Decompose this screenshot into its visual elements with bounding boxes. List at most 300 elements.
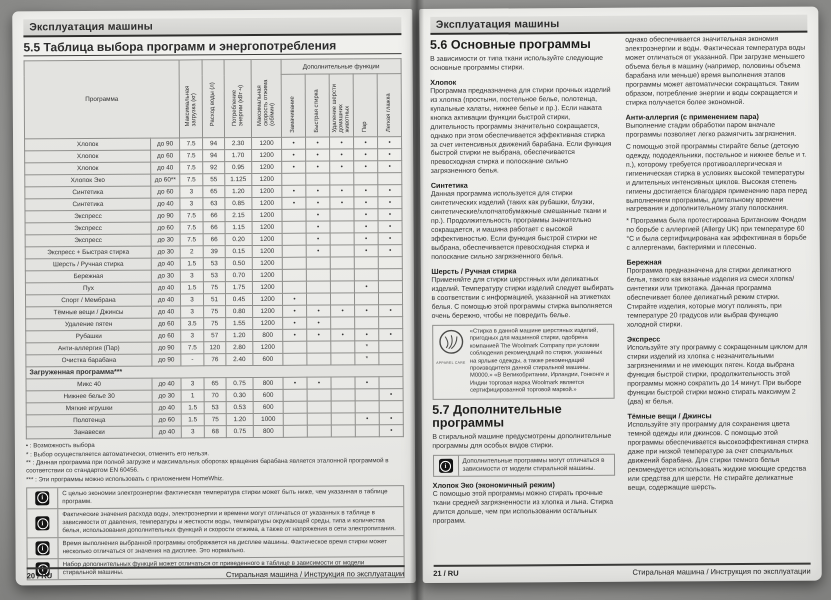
paragraph: Программа предназначена для стирки деликатного белья, такого как вязаные изделия из смеси хлопка/синтетики или трикотажа. Данная программа обеспечивает более деликатный режим стирки. Стирайте изделия, которые могут полинять, при температуре 20 градусов или выбрав функцию холодной стирки. bbox=[626, 267, 795, 329]
function-header-label: Пар bbox=[362, 121, 369, 133]
paragraph: однако обеспечивается значительная экономия электроэнергии и воды. Фактическая температура воды может отличаться от указанной. При загрузке меньшего объема белья в машину (например, половины объема барабана или меньше) время выполнения этапов программы может автоматически сокращаться. Таким образом, потребление энергии и воды сокращается и стирка получается более экономной. bbox=[625, 35, 806, 107]
footnote-line: ** : Данная программа при полной загрузке и максимальных оборотах вращения барабана является эталонной программой в соответствии со стандартом EN 60456. bbox=[25, 457, 389, 475]
value-cell: 1.55 bbox=[226, 318, 253, 330]
info-icon-cell bbox=[27, 538, 58, 558]
function-mark-cell bbox=[307, 353, 331, 365]
program-name-cell: Хлопок bbox=[25, 150, 151, 163]
function-mark-cell: • bbox=[283, 305, 307, 317]
value-cell: 0.45 bbox=[225, 294, 252, 306]
paragraph: Используйте эту программу с сокращенным циклом для стирки изделий из хлопка с незначительными загрязнениями и не имеющих пятен. Когда выбрана функция быстрой стирки, продолжительность этой программы можно сократить до 14 минут. При выборе функции быстрой стирки можно стирать максимум 2 (два) кг белья. bbox=[627, 343, 808, 406]
function-mark-cell: • bbox=[330, 161, 354, 173]
footer-title: Стиральная машина / Инструкция по эксплуатации bbox=[225, 569, 405, 580]
function-mark-cell: • bbox=[330, 149, 354, 161]
program-name-cell: Полотенца bbox=[26, 414, 152, 427]
value-cell: 68 bbox=[204, 426, 226, 438]
temperature-cell: до 90 bbox=[152, 342, 181, 354]
function-mark-cell bbox=[330, 281, 354, 293]
program-table bbox=[24, 58, 404, 439]
program-heading: Хлопок Эко (экономичный режим) bbox=[432, 480, 555, 491]
info-icon-cell bbox=[27, 509, 58, 537]
value-cell: 1000 bbox=[253, 413, 283, 425]
function-mark-cell bbox=[330, 257, 354, 269]
function-mark-cell: * bbox=[355, 353, 379, 365]
info-note bbox=[432, 454, 614, 477]
function-mark-cell: • bbox=[307, 317, 331, 329]
function-mark-cell: • bbox=[354, 149, 378, 161]
woolmark-certification-box bbox=[432, 324, 615, 400]
temperature-cell: до 30 bbox=[151, 246, 180, 258]
value-cell: 1.5 bbox=[181, 402, 204, 414]
function-mark-cell bbox=[283, 401, 307, 413]
program-name-cell: Нижнее белье 30 bbox=[26, 390, 152, 403]
function-mark-cell: • bbox=[379, 389, 403, 401]
function-column-header bbox=[305, 74, 329, 137]
info-note bbox=[27, 486, 403, 508]
manual-page-right bbox=[419, 7, 822, 583]
program-name-cell: Синтетика bbox=[25, 198, 151, 211]
value-cell: 53 bbox=[204, 402, 226, 414]
function-mark-cell bbox=[282, 173, 306, 185]
function-mark-cell: • bbox=[354, 185, 378, 197]
function-mark-cell bbox=[354, 269, 378, 281]
function-mark-cell bbox=[306, 293, 330, 305]
program-heading: Синтетика bbox=[430, 181, 468, 191]
program-name-cell: Бережная bbox=[25, 270, 151, 283]
function-mark-cell: • bbox=[307, 377, 331, 389]
note-text: Дополнительные программы могут отличаться в зависимости от модели стиральной машины. bbox=[462, 456, 605, 473]
value-cell: 600 bbox=[253, 353, 283, 365]
temperature-cell: до 40 bbox=[151, 282, 180, 294]
value-cell: 800 bbox=[253, 329, 283, 341]
value-cell: 66 bbox=[203, 210, 225, 222]
column-header bbox=[179, 60, 202, 138]
value-cell: 57 bbox=[204, 330, 226, 342]
function-mark-cell bbox=[283, 389, 307, 401]
temperature-cell: до 30 bbox=[152, 390, 181, 402]
section-title: 5.7 Дополнительные программы bbox=[432, 401, 562, 431]
column-header bbox=[224, 60, 251, 138]
manual-open-book bbox=[12, 7, 821, 586]
paragraph: В стиральной машине предусмотрены дополнительные программы для особых видов стирки. bbox=[432, 432, 612, 451]
woolmark-logo bbox=[436, 329, 466, 396]
info-note bbox=[27, 506, 403, 537]
manual-page-left bbox=[12, 9, 415, 585]
value-cell: 1.125 bbox=[225, 174, 252, 186]
function-mark-cell bbox=[330, 173, 354, 185]
value-cell: 66 bbox=[203, 222, 225, 234]
function-mark-cell: • bbox=[306, 197, 330, 209]
value-cell: 3 bbox=[181, 306, 204, 318]
page-footer bbox=[433, 563, 811, 578]
info-icon bbox=[35, 541, 49, 555]
column-header bbox=[202, 60, 224, 138]
function-mark-cell bbox=[354, 173, 378, 185]
page-number: 21 / RU bbox=[433, 568, 459, 578]
function-header-label: Замачивание bbox=[290, 96, 297, 133]
temperature-cell: до 40 bbox=[151, 162, 180, 174]
program-heading: Бережная bbox=[626, 257, 662, 268]
program-heading: Экспресс bbox=[626, 334, 661, 344]
footnote-line: *** : Эти программы можно использовать с приложением HomeWhiz. bbox=[26, 474, 224, 484]
function-mark-cell: • bbox=[378, 185, 402, 197]
value-cell: 92 bbox=[203, 162, 225, 174]
value-cell: 3 bbox=[181, 378, 204, 390]
value-cell: 1200 bbox=[253, 341, 283, 353]
value-cell: 1200 bbox=[252, 293, 282, 305]
function-mark-cell: • bbox=[306, 149, 330, 161]
temperature-cell: до 40 bbox=[152, 402, 181, 414]
footnote-line: * : Выбор осуществляется автоматически, отменить его нельзя. bbox=[25, 449, 210, 458]
value-cell: 75 bbox=[204, 318, 226, 330]
value-cell: 76 bbox=[204, 354, 226, 366]
text-columns bbox=[430, 36, 811, 531]
value-cell: 120 bbox=[204, 342, 226, 354]
function-mark-cell: • bbox=[307, 329, 331, 341]
program-name-cell: Хлопок Эко bbox=[25, 174, 151, 187]
function-mark-cell bbox=[378, 173, 402, 185]
value-cell: 0.85 bbox=[225, 198, 252, 210]
temperature-cell: до 90 bbox=[152, 354, 181, 366]
value-cell: 1200 bbox=[252, 185, 282, 197]
function-mark-cell bbox=[330, 233, 354, 245]
table-row bbox=[26, 425, 403, 439]
function-mark-cell bbox=[306, 269, 330, 281]
note-text: Фактические значения расхода воды, электроэнергии и времени могут отличаться от указанных в таблице в зависимости от давления, температуры и жесткости воды, температуры окружающей среды, типа и количества белья, использования дополнительных функций и скорости отжима, а также от напряжения в сети электропитания. bbox=[62, 509, 396, 535]
program-name-cell: Очистка барабана bbox=[26, 354, 152, 367]
value-cell: 0.50 bbox=[225, 258, 252, 270]
function-mark-cell: • bbox=[306, 233, 330, 245]
value-cell: 3 bbox=[180, 270, 203, 282]
value-cell: 1.75 bbox=[225, 282, 252, 294]
chapter-header: Эксплуатация машины bbox=[430, 15, 808, 35]
temperature-cell: до 60 bbox=[151, 222, 180, 234]
function-mark-cell: • bbox=[330, 185, 354, 197]
info-icon bbox=[438, 459, 452, 473]
program-name-cell: Тёмные вещи / Джинсы bbox=[26, 306, 152, 319]
function-mark-cell bbox=[283, 425, 307, 437]
note-text: Набор дополнительных функций может отличаться от приведенного в таблице в зависимости от модели стиральной машины. bbox=[62, 559, 365, 577]
info-icon-glyph: i bbox=[37, 518, 48, 529]
info-note bbox=[27, 535, 403, 558]
program-table-header bbox=[24, 59, 401, 139]
value-cell: 7.5 bbox=[180, 234, 203, 246]
info-icon-glyph: i bbox=[37, 564, 48, 575]
function-mark-cell: • bbox=[378, 149, 402, 161]
value-cell: 7.5 bbox=[181, 342, 204, 354]
function-mark-cell: • bbox=[282, 137, 306, 149]
function-mark-cell: • bbox=[379, 413, 403, 425]
function-mark-cell bbox=[282, 233, 306, 245]
function-column-header bbox=[281, 74, 305, 137]
info-icon-cell bbox=[433, 456, 458, 476]
function-mark-cell bbox=[355, 317, 379, 329]
page-title: 5.5 Таблица выбора программ и энергопотребления bbox=[23, 38, 401, 56]
column-header-extra-functions: Дополнительные функции bbox=[281, 59, 401, 75]
value-cell: 51 bbox=[203, 294, 225, 306]
function-mark-cell bbox=[283, 353, 307, 365]
column-header-label: Максимальная загрузка (кг) bbox=[184, 85, 197, 126]
value-cell: 53 bbox=[203, 258, 225, 270]
temperature-cell: до 40 bbox=[152, 306, 181, 318]
program-name-cell: Рубашки bbox=[26, 330, 152, 343]
function-mark-cell bbox=[354, 257, 378, 269]
function-mark-cell: • bbox=[354, 245, 378, 257]
program-name-cell: Хлопок bbox=[25, 162, 151, 175]
value-cell: 0.15 bbox=[225, 246, 252, 258]
value-cell: 800 bbox=[253, 425, 283, 437]
function-mark-cell: * bbox=[355, 341, 379, 353]
function-header-label: Легкая глажка bbox=[386, 93, 393, 133]
function-mark-cell bbox=[355, 425, 379, 437]
function-mark-cell bbox=[282, 209, 306, 221]
function-column-header bbox=[353, 74, 377, 137]
value-cell: 600 bbox=[253, 389, 283, 401]
value-cell: 0.20 bbox=[225, 234, 252, 246]
woolmark-text: «Стирка в данной машине шерстяных изделий, пригодных для машинной стирки, одобрена компанией The Woolmark Company при условии соблюдения рекомендаций по стирке, указанных на ярлыке одежды, а также рекомендаций производителя данной стиральной машины. M0000.» «В Великобритании, Ирландии, Гонконге и Индии торговая марка Woolmark является сертифицированной торговой маркой.» bbox=[469, 327, 610, 394]
program-heading: Хлопок bbox=[430, 77, 457, 87]
function-mark-cell: • bbox=[378, 161, 402, 173]
function-mark-cell: • bbox=[282, 293, 306, 305]
function-mark-cell: • bbox=[379, 329, 403, 341]
value-cell: 3 bbox=[180, 294, 203, 306]
value-cell: 1.20 bbox=[226, 330, 253, 342]
function-mark-cell: • bbox=[331, 329, 355, 341]
value-cell: 75 bbox=[203, 282, 225, 294]
temperature-cell: до 40 bbox=[151, 198, 180, 210]
function-mark-cell bbox=[378, 281, 402, 293]
value-cell: 1.20 bbox=[225, 186, 252, 198]
temperature-cell: до 40 bbox=[152, 426, 181, 438]
value-cell: 65 bbox=[203, 186, 225, 198]
program-name-cell: Анти-аллергия (Пар) bbox=[26, 342, 152, 355]
value-cell: 0.70 bbox=[225, 270, 252, 282]
program-name-cell: Экспресс bbox=[25, 210, 151, 223]
function-mark-cell bbox=[330, 293, 354, 305]
function-mark-cell bbox=[331, 317, 355, 329]
value-cell: 1200 bbox=[252, 173, 282, 185]
value-cell: 1200 bbox=[252, 245, 282, 257]
value-cell: 39 bbox=[203, 246, 225, 258]
paragraph: * Программа была протестирована Британским Фондом по борьбе с аллергией (Allergy UK) при температуре 60 °C и была сертифицирована как эффективная в борьбе с аллергенами, бактериями и плесенью. bbox=[626, 217, 807, 253]
program-name-cell: Спорт / Мембрана bbox=[25, 294, 151, 307]
function-mark-cell: • bbox=[378, 137, 402, 149]
value-cell: 3 bbox=[180, 198, 203, 210]
function-mark-cell: • bbox=[283, 317, 307, 329]
function-mark-cell: • bbox=[307, 305, 331, 317]
value-cell: 53 bbox=[203, 270, 225, 282]
function-mark-cell: • bbox=[378, 209, 402, 221]
function-mark-cell: • bbox=[355, 377, 379, 389]
value-cell: 1200 bbox=[253, 317, 283, 329]
function-mark-cell bbox=[379, 341, 403, 353]
paragraph: Программа предназначена для стирки прочных изделий из хлопка (простыни, постельное белье, полотенца, купальные халаты, нижнее белье и пр.). Если нажата кнопка активации функции быстрой стирки, длительность программы значительно сокращается, однако при этом обеспечивается эффективная стирка за счет интенсивных движений барабана. Если функция быстрой стирки не выбрана, обеспечивается превосходная стирка и полоскание сильно загрязненного белья. bbox=[430, 86, 612, 176]
section-title: 5.6 Основные программы bbox=[429, 36, 591, 52]
function-mark-cell bbox=[282, 281, 306, 293]
value-cell: 0.75 bbox=[226, 378, 253, 390]
value-cell: 55 bbox=[203, 174, 225, 186]
value-cell: 1200 bbox=[252, 221, 282, 233]
paragraph: Выполнение стадии обработки паром вначале программы позволяет легко размягчить загрязнения. bbox=[625, 121, 797, 139]
value-cell: - bbox=[181, 354, 204, 366]
value-cell: 0.95 bbox=[225, 162, 252, 174]
value-cell: 3 bbox=[180, 186, 203, 198]
value-cell: 7.5 bbox=[180, 162, 203, 174]
function-mark-cell bbox=[331, 425, 355, 437]
function-mark-cell bbox=[306, 173, 330, 185]
function-mark-cell: • bbox=[306, 185, 330, 197]
paragraph: С помощью этой программы стирайте белье (детскую одежду, пододеяльники, постельное и нижнее белье и т. п.), которому требуется противоаллергическая и гигиеническая стирка в условиях высокой температуры и длительных интенсивных циклов. Высокая степень гигиены достигается благодаря применению пара перед выполнением программы, длительному времени нагревания и дополнительному этапу полоскания. bbox=[625, 142, 808, 214]
value-cell: 7.5 bbox=[180, 222, 203, 234]
value-cell: 2.40 bbox=[226, 354, 253, 366]
function-mark-cell bbox=[331, 341, 355, 353]
temperature-cell: до 60 bbox=[151, 186, 180, 198]
function-mark-cell bbox=[307, 413, 331, 425]
value-cell: 94 bbox=[203, 150, 225, 162]
value-cell: 0.30 bbox=[226, 390, 253, 402]
value-cell: 1.70 bbox=[225, 150, 252, 162]
value-cell: 75 bbox=[204, 306, 226, 318]
function-mark-cell bbox=[282, 269, 306, 281]
function-column-header bbox=[329, 74, 353, 137]
program-name-cell: Микс 40 bbox=[26, 378, 152, 391]
function-mark-cell: • bbox=[330, 137, 354, 149]
function-mark-cell: • bbox=[306, 161, 330, 173]
function-mark-cell: • bbox=[355, 305, 379, 317]
program-name-cell: Занавески bbox=[26, 426, 152, 439]
value-cell: 3 bbox=[181, 426, 204, 438]
value-cell: 7.5 bbox=[180, 150, 203, 162]
footer-title: Стиральная машина / Инструкция по эксплуатации bbox=[632, 566, 811, 577]
value-cell: 1200 bbox=[252, 149, 282, 161]
temperature-cell: до 60 bbox=[151, 150, 180, 162]
column-header-label: Максимальная скорость отжима (об/мин) bbox=[256, 79, 276, 126]
value-cell: 75 bbox=[204, 414, 226, 426]
paragraph: В зависимости от типа ткани используйте следующие основные программы стирки. bbox=[430, 54, 603, 72]
function-mark-cell bbox=[379, 353, 403, 365]
function-mark-cell: • bbox=[379, 305, 403, 317]
value-cell: 1200 bbox=[252, 209, 282, 221]
function-mark-cell bbox=[306, 281, 330, 293]
function-mark-cell: • bbox=[354, 281, 378, 293]
program-name-cell: Мягкие игрушки bbox=[26, 402, 152, 415]
program-name-cell: Пух bbox=[25, 282, 151, 295]
function-mark-cell bbox=[282, 221, 306, 233]
value-cell: 3 bbox=[181, 330, 204, 342]
paragraph: Используйте эту программу для сохранения цвета темной одежды или джинсов. С помощью этой программы обеспечивается высокоэффективная стирка даже при низкой температуре за счет специальных движений барабана. Для стирки темного белья рекомендуется использовать жидкие моющие средства или средства для шерсти. Не стирайте деликатные вещи, содержащие шерсть. bbox=[627, 420, 809, 492]
value-cell: 2.15 bbox=[225, 210, 252, 222]
function-column-header bbox=[377, 74, 401, 137]
function-mark-cell bbox=[283, 341, 307, 353]
program-name-cell: Экспресс bbox=[25, 234, 151, 247]
function-mark-cell bbox=[306, 257, 330, 269]
value-cell: 800 bbox=[253, 377, 283, 389]
function-mark-cell: • bbox=[354, 137, 378, 149]
function-mark-cell: • bbox=[355, 413, 379, 425]
woolmark-logo-caption: APPAREL CARE bbox=[436, 360, 466, 365]
function-mark-cell: • bbox=[378, 233, 402, 245]
column-header-label: Расход воды (л) bbox=[210, 81, 217, 126]
function-mark-cell: • bbox=[282, 161, 306, 173]
value-cell: 1200 bbox=[252, 281, 282, 293]
column-header bbox=[251, 59, 281, 137]
value-cell: 94 bbox=[203, 138, 225, 150]
footnote-line: • : Возможность выбора bbox=[25, 441, 95, 450]
function-mark-cell bbox=[378, 269, 402, 281]
note-text: Время выполнения выбранной программы отображается на дисплее машины. Фактическое время стирки может несколько отличаться от значения на дисплее. Это нормально. bbox=[62, 538, 388, 556]
info-icon-glyph: i bbox=[37, 543, 48, 554]
value-cell: 1.5 bbox=[180, 282, 203, 294]
function-mark-cell: • bbox=[354, 233, 378, 245]
temperature-cell: до 40 bbox=[151, 258, 180, 270]
function-mark-cell bbox=[378, 257, 402, 269]
function-mark-cell: • bbox=[306, 221, 330, 233]
value-cell: 1200 bbox=[252, 137, 282, 149]
function-mark-cell: • bbox=[378, 221, 402, 233]
function-mark-cell: • bbox=[354, 197, 378, 209]
paragraph: Применяйте для стирки шерстяных или деликатных изделий. Температуру стирки изделий следует выбирать в соответствии с информацией, указанной на этикетках белья. С помощью этой программы стирка выполняется очень бережно, чтобы не повредить белье. bbox=[431, 276, 614, 320]
function-mark-cell bbox=[330, 221, 354, 233]
function-mark-cell: • bbox=[282, 185, 306, 197]
value-cell: 2.30 bbox=[225, 138, 252, 150]
value-cell: 1200 bbox=[252, 161, 282, 173]
value-cell: 1.20 bbox=[226, 414, 253, 426]
function-mark-cell: • bbox=[378, 197, 402, 209]
function-mark-cell bbox=[355, 401, 379, 413]
column-header-label: Потребление энергии (кВт·ч) bbox=[231, 84, 244, 126]
temperature-cell: до 40 bbox=[152, 378, 181, 390]
value-cell: 1200 bbox=[252, 233, 282, 245]
paragraph: С помощью этой программы можно стирать прочные ткани средней загрязненности из хлопка и льна. Стирка длится дольше, чем при использовании остальных программ. bbox=[432, 490, 614, 526]
function-mark-cell bbox=[330, 269, 354, 281]
program-heading: Шерсть / Ручная стирка bbox=[431, 266, 517, 277]
function-mark-cell: • bbox=[354, 209, 378, 221]
page-number: 20 / RU bbox=[26, 571, 53, 581]
function-mark-cell bbox=[354, 293, 378, 305]
function-mark-cell bbox=[283, 413, 307, 425]
value-cell: 1.15 bbox=[225, 222, 252, 234]
function-mark-cell bbox=[282, 257, 306, 269]
value-cell: 1.5 bbox=[180, 258, 203, 270]
value-cell: 7.5 bbox=[180, 138, 203, 150]
temperature-cell: до 60 bbox=[152, 318, 181, 330]
function-header-label: Удаление шерсти домашних животных bbox=[331, 84, 351, 133]
function-mark-cell: • bbox=[282, 197, 306, 209]
value-cell: 1200 bbox=[252, 257, 282, 269]
function-mark-cell: • bbox=[379, 425, 403, 437]
info-icon-glyph: i bbox=[37, 493, 48, 504]
function-mark-cell: • bbox=[354, 221, 378, 233]
value-cell: 3.5 bbox=[181, 318, 204, 330]
value-cell: 600 bbox=[253, 401, 283, 413]
function-mark-cell bbox=[379, 377, 403, 389]
value-cell: 1200 bbox=[252, 197, 282, 209]
program-name-cell: Синтетика bbox=[25, 186, 151, 199]
program-name-cell: Экспресс + Быстрая стирка bbox=[25, 246, 151, 259]
value-cell: 70 bbox=[204, 390, 226, 402]
value-cell: 2.80 bbox=[226, 342, 253, 354]
function-mark-cell bbox=[331, 401, 355, 413]
info-icon-cell bbox=[27, 488, 58, 508]
function-mark-cell bbox=[307, 341, 331, 353]
column-header-program: Программа bbox=[24, 60, 179, 139]
function-mark-cell bbox=[307, 401, 331, 413]
temperature-cell: до 30 bbox=[151, 270, 180, 282]
function-mark-cell bbox=[307, 389, 331, 401]
temperature-cell: до 30 bbox=[151, 234, 180, 246]
function-mark-cell: • bbox=[354, 161, 378, 173]
value-cell: 0.75 bbox=[226, 426, 253, 438]
temperature-cell: до 90 bbox=[151, 210, 180, 222]
